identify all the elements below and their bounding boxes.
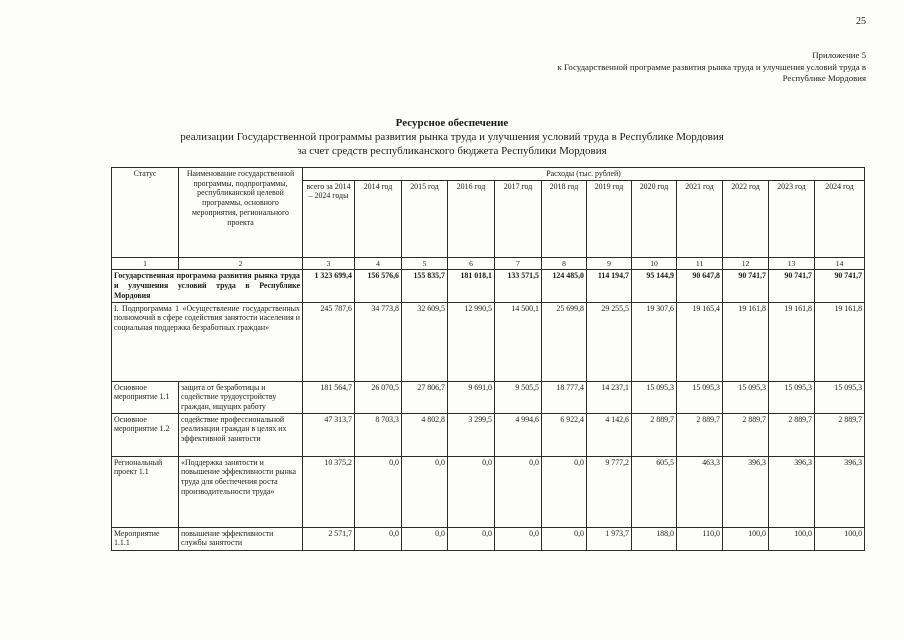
value-cell: 181 564,7: [303, 381, 355, 413]
row-status: Основное мероприятие 1.1: [112, 381, 179, 413]
row-status: Региональный проект 1.1: [112, 456, 179, 527]
value-cell: 19 161,8: [815, 302, 865, 381]
value-cell: 0,0: [402, 456, 448, 527]
appendix-line-1: Приложение 5: [812, 50, 866, 60]
value-cell: 0,0: [448, 527, 495, 550]
value-cell: 19 161,8: [769, 302, 815, 381]
value-cell: 155 835,7: [402, 270, 448, 302]
column-number: 9: [587, 257, 632, 270]
value-cell: 90 741,7: [723, 270, 769, 302]
header-year: 2016 год: [448, 180, 495, 257]
table-row: [112, 456, 865, 527]
header-year: 2022 год: [723, 180, 769, 257]
resource-table: [111, 167, 865, 551]
value-cell: 3 299,5: [448, 413, 495, 456]
value-cell: 114 194,7: [587, 270, 632, 302]
value-cell: 15 095,3: [632, 381, 677, 413]
row-program-name: Государственная программа развития рынка труда и улучшения условий труда в Республике Мордовия: [112, 270, 303, 302]
header-name: Наименование государственной программы, подпрограммы, республиканской целевой программы, основного мероприятия, регионального проекта: [179, 168, 303, 258]
value-cell: 156 576,6: [355, 270, 402, 302]
row-status: Основное мероприятие 1.2: [112, 413, 179, 456]
value-cell: 2 889,7: [632, 413, 677, 456]
value-cell: 19 307,6: [632, 302, 677, 381]
value-cell: 34 773,8: [355, 302, 402, 381]
value-cell: 2 889,7: [677, 413, 723, 456]
value-cell: 18 777,4: [542, 381, 587, 413]
column-number: 14: [815, 257, 865, 270]
value-cell: 15 095,3: [769, 381, 815, 413]
value-cell: 4 802,8: [402, 413, 448, 456]
value-cell: 19 161,8: [723, 302, 769, 381]
value-cell: 2 571,7: [303, 527, 355, 550]
value-cell: 12 990,5: [448, 302, 495, 381]
value-cell: 8 703,3: [355, 413, 402, 456]
value-cell: 9 777,2: [587, 456, 632, 527]
page-number: 25: [856, 16, 866, 27]
header-year: 2024 год: [815, 180, 865, 257]
header-year: 2014 год: [355, 180, 402, 257]
value-cell: 100,0: [769, 527, 815, 550]
value-cell: 14 500,1: [495, 302, 542, 381]
value-cell: 181 018,1: [448, 270, 495, 302]
value-cell: 463,3: [677, 456, 723, 527]
document-title: [0, 116, 904, 158]
appendix-note: [506, 50, 866, 85]
value-cell: 15 095,3: [723, 381, 769, 413]
value-cell: 10 375,2: [303, 456, 355, 527]
column-number: 2: [179, 257, 303, 270]
value-cell: 6 922,4: [542, 413, 587, 456]
header-row-1: [112, 168, 865, 181]
column-number: 8: [542, 257, 587, 270]
row-name: повышение эффективности службы занятости: [179, 527, 303, 550]
header-expenses: Расходы (тыс. рублей): [303, 168, 865, 181]
table-row: [112, 413, 865, 456]
value-cell: 396,3: [723, 456, 769, 527]
value-cell: 9 691,0: [448, 381, 495, 413]
column-number: 1: [112, 257, 179, 270]
value-cell: 26 070,5: [355, 381, 402, 413]
value-cell: 4 142,6: [587, 413, 632, 456]
value-cell: 9 505,5: [495, 381, 542, 413]
title-line-2: реализации Государственной программы развития рынка труда и улучшения условий труда в Республике Мордовия: [180, 131, 724, 143]
column-number: 4: [355, 257, 402, 270]
value-cell: 0,0: [542, 527, 587, 550]
value-cell: 95 144,9: [632, 270, 677, 302]
value-cell: 2 889,7: [723, 413, 769, 456]
value-cell: 90 741,7: [815, 270, 865, 302]
value-cell: 605,5: [632, 456, 677, 527]
value-cell: 100,0: [723, 527, 769, 550]
header-year: 2020 год: [632, 180, 677, 257]
table-row: [112, 302, 865, 381]
value-cell: 29 255,5: [587, 302, 632, 381]
value-cell: 245 787,6: [303, 302, 355, 381]
header-year: 2015 год: [402, 180, 448, 257]
value-cell: 32 609,5: [402, 302, 448, 381]
table-row: [112, 270, 865, 302]
row-status: Мероприятие 1.1.1: [112, 527, 179, 550]
title-main: Ресурсное обеспечение: [395, 117, 509, 129]
column-number: 11: [677, 257, 723, 270]
value-cell: 90 741,7: [769, 270, 815, 302]
row-name: содействие профессиональной реализации граждан в целях их эффективной занятости: [179, 413, 303, 456]
column-number: 6: [448, 257, 495, 270]
column-number: 10: [632, 257, 677, 270]
value-cell: 19 165,4: [677, 302, 723, 381]
value-cell: 27 806,7: [402, 381, 448, 413]
value-cell: 396,3: [815, 456, 865, 527]
value-cell: 396,3: [769, 456, 815, 527]
title-line-3: за счет средств республиканского бюджета Республики Мордовия: [297, 145, 607, 157]
value-cell: 124 485,0: [542, 270, 587, 302]
header-year: 2017 год: [495, 180, 542, 257]
table-row: [112, 527, 865, 550]
value-cell: 0,0: [542, 456, 587, 527]
row-name: защита от безработицы и содействие трудоустройству граждан, ищущих работу: [179, 381, 303, 413]
column-number-row: [112, 257, 865, 270]
header-year: 2021 год: [677, 180, 723, 257]
value-cell: 4 994,6: [495, 413, 542, 456]
header-total: всего за 2014 – 2024 годы: [303, 180, 355, 257]
value-cell: 0,0: [402, 527, 448, 550]
appendix-line-2: к Государственной программе развития рынка труда и улучшения условий труда в: [557, 61, 866, 72]
column-number: 12: [723, 257, 769, 270]
value-cell: 90 647,8: [677, 270, 723, 302]
row-name: «Поддержка занятости и повышение эффективности рынка труда для обеспечения роста производительности труда»: [179, 456, 303, 527]
value-cell: 0,0: [355, 527, 402, 550]
value-cell: 133 571,5: [495, 270, 542, 302]
row-subprogram-name: I. Подпрограмма 1 «Осуществление государственных полномочий в сфере содействия занятости населения и социальная поддержка безработных граждан»: [112, 302, 303, 381]
value-cell: 0,0: [495, 527, 542, 550]
value-cell: 2 889,7: [815, 413, 865, 456]
header-status: Статус: [112, 168, 179, 258]
value-cell: 15 095,3: [677, 381, 723, 413]
header-year: 2023 год: [769, 180, 815, 257]
value-cell: 0,0: [448, 456, 495, 527]
header-year: 2019 год: [587, 180, 632, 257]
value-cell: 100,0: [815, 527, 865, 550]
value-cell: 1 973,7: [587, 527, 632, 550]
value-cell: 110,0: [677, 527, 723, 550]
column-number: 13: [769, 257, 815, 270]
appendix-line-3: Республике Мордовия: [782, 73, 866, 83]
value-cell: 47 313,7: [303, 413, 355, 456]
value-cell: 0,0: [355, 456, 402, 527]
column-number: 3: [303, 257, 355, 270]
value-cell: 15 095,3: [815, 381, 865, 413]
column-number: 5: [402, 257, 448, 270]
header-year: 2018 год: [542, 180, 587, 257]
value-cell: 1 323 699,4: [303, 270, 355, 302]
value-cell: 0,0: [495, 456, 542, 527]
value-cell: 14 237,1: [587, 381, 632, 413]
value-cell: 25 699,8: [542, 302, 587, 381]
value-cell: 188,0: [632, 527, 677, 550]
column-number: 7: [495, 257, 542, 270]
table-row: [112, 381, 865, 413]
value-cell: 2 889,7: [769, 413, 815, 456]
